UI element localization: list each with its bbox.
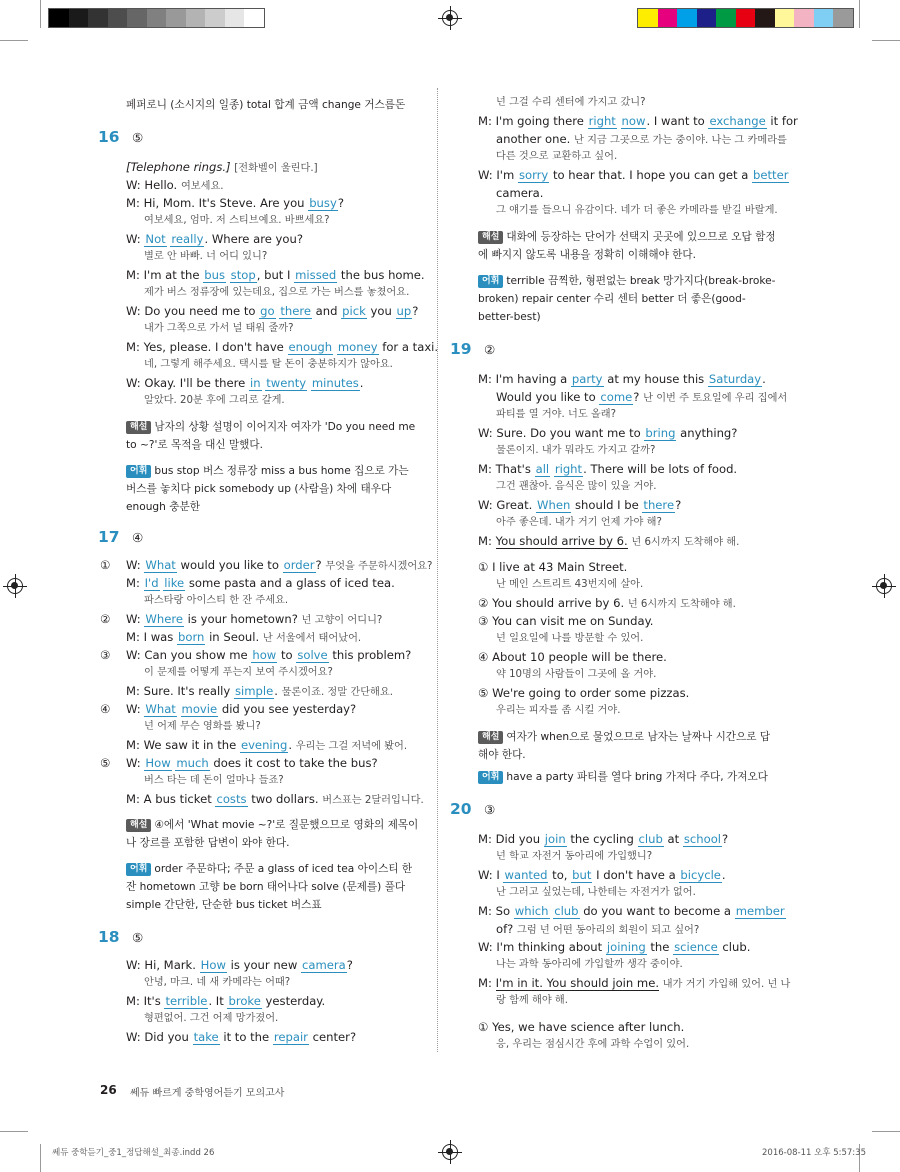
color-swatch [697,9,717,27]
crop-mark [872,1131,900,1132]
script-line: W: Where is your hometown? 넌 고향이 어디니? [126,612,383,626]
script-line: M: I'm going there right now. I want to exchange it for [478,114,798,128]
translation-line: 파티를 열 거야. 너도 올래? [496,409,617,420]
translation-line: 파스타랑 아이스티 한 잔 주세요. [144,595,289,606]
explanation-tag: 해설 [126,421,151,434]
color-swatch [775,9,795,27]
script-line: W: I'm sorry to hear that. I hope you can get a better [478,168,789,182]
registration-mark-top-icon [442,10,458,26]
option-number: ③ [100,648,111,662]
translation-line: 그건 괜찮아. 음식은 많이 있을 거야. [496,481,657,492]
vocabulary-tag: 어휘 [478,275,503,288]
vocabulary-tag: 어휘 [126,465,151,478]
script-line: W: Did you take it to the repair center? [126,1030,357,1044]
color-swatch [205,9,225,27]
translation-line: 넌 학교 자전거 동아리에 가입했니? [496,851,653,862]
color-swatch [833,9,853,27]
crop-mark [872,40,900,41]
question-number: 16 [98,128,120,146]
script-line: camera. [496,186,544,200]
script-line: M: I'm at the bus stop, but I missed the bus home. [126,268,425,282]
color-swatch [638,9,658,27]
q16-tail-vocab: 페퍼로니 (소시지의 일종) total 합계 금액 change 거스름돈 [126,99,406,111]
color-swatch [736,9,756,27]
option-line: ⑤ We're going to order some pizzas. [478,686,690,700]
translation-line: 넌 어제 무슨 영화를 봤니? [144,721,261,732]
question-number: 18 [98,928,120,946]
crop-mark [40,0,41,28]
translation-line: 별로 안 바빠. 너 어디 있니? [144,251,268,262]
script-line: W: Sure. Do you want me to bring anything? [478,426,738,440]
gray-swatch-strip [48,8,265,28]
script-line: W: Do you need me to go there and pick you up? [126,304,419,318]
question-number: 19 [450,340,472,358]
color-swatch [814,9,834,27]
translation-line: 알았다. 20분 후에 그리로 갈게. [144,395,285,406]
explanation-note: 해설 여자가 when으로 물었으므로 남자는 날짜나 시간으로 답해야 한다. [478,731,771,761]
color-swatch [166,9,186,27]
translation-line: 우리는 피자를 좀 시킬 거야. [496,705,621,716]
answer-mark: ② [484,342,496,357]
translation-line: 버스 타는 데 돈이 얼마나 들죠? [144,775,284,786]
translation-line: 여보세요, 엄마. 저 스티브예요. 바쁘세요? [144,215,330,226]
answer-mark: ⑤ [132,130,144,145]
script-line: M: I'm having a party at my house this Saturday. [478,372,766,386]
option-line: ④ About 10 people will be there. [478,650,667,664]
column-divider [437,88,438,1052]
translation-line: 난 그러고 싶었는데, 나한테는 자전거가 없어. [496,887,696,898]
script-line: W: I'm thinking about joining the science club. [478,940,751,954]
question-number: 20 [450,800,472,818]
option-number: ④ [100,702,111,716]
color-swatch [244,9,264,27]
option-number: ⑤ [100,756,111,770]
script-line: M: Did you join the cycling club at school? [478,832,729,846]
crop-mark [859,0,860,28]
translation-line: 아주 좋은데. 내가 거기 언제 가야 해? [496,517,662,528]
translation-line: 넌 일요일에 나를 방문할 수 있어. [496,633,644,644]
translation-line: 나는 과학 동아리에 가입할까 생각 중이야. [496,959,683,970]
vocabulary-note: 어휘 have a party 파티를 열다 bring 가져다 주다, 가져오다 [478,768,778,786]
translation-line: 그 얘기를 들으니 유감이다. 네가 더 좋은 카메라를 받길 바랄게. [496,205,778,216]
script-line: M: Yes, please. I don't have enough money for a taxi. [126,340,439,354]
script-line: M: Sure. It's really simple. 물론이죠. 정말 간단해요. [126,684,393,698]
translation-line: 난 메인 스트리트 43번지에 살아. [496,579,644,590]
explanation-tag: 해설 [126,819,151,832]
script-line: W: How much does it cost to take the bus? [126,756,378,770]
script-line: W: I wanted to, but I don't have a bicycle. [478,868,726,882]
book-title: 쎄듀 빠르게 중학영어듣기 모의고사 [130,1088,285,1099]
script-line: M: I'm in it. You should join me. 내가 거기 가입해 있어. 넌 나 [478,976,791,990]
translation-line: 안녕, 마크. 네 새 카메라는 어때? [144,977,291,988]
translation-line: 이 문제를 어떻게 푸는지 보여 주시겠어요? [144,667,333,678]
option-line: ① Yes, we have science after lunch. [478,1020,685,1034]
script-line: of? 그럼 넌 어떤 동아리의 회원이 되고 싶어? [496,922,700,936]
translation-line: 물론이지. 내가 뭐라도 가지고 갈까? [496,445,656,456]
translation-line: 약 10명의 사람들이 그곳에 올 거야. [496,669,657,680]
crop-mark [0,40,28,41]
color-swatch [88,9,108,27]
script-line: M: We saw it in the evening. 우리는 그걸 저녁에 봤어. [126,738,408,752]
color-swatch [225,9,245,27]
answer-mark: ③ [484,802,496,817]
answer-mark: ⑤ [132,930,144,945]
translation-line: 내가 그쪽으로 가서 널 태워 줄까? [144,323,294,334]
color-swatch [186,9,206,27]
script-line: W: Hi, Mark. How is your new camera? [126,958,353,972]
file-slug: 쎄듀 중학듣기_중1_정답해설_최종.indd 26 [52,1148,215,1158]
color-swatch [716,9,736,27]
script-line: W: What would you like to order? 무엇을 주문하시겠어요? [126,558,433,572]
script-line: M: I'd like some pasta and a glass of iced tea. [126,576,395,590]
crop-mark [40,1144,41,1172]
script-line: M: A bus ticket costs two dollars. 버스표는 2달러입니다. [126,792,424,806]
script-line: another one. 난 지금 그곳으로 가는 중이야. 나는 그 카메라를 [496,132,787,146]
script-line: Would you like to come? 난 이번 주 토요일에 우리 집에서 [496,390,788,404]
explanation-note: 해설 대화에 등장하는 단어가 선택지 곳곳에 있으므로 오답 함정에 빠지지 않도록 내용을 정확히 이해해야 한다. [478,231,776,261]
translation-line: 네, 그렇게 해주세요. 택시를 탈 돈이 충분하지가 않아요. [144,359,393,370]
translation-line: 제가 버스 정류장에 있는데요, 집으로 가는 버스를 놓쳤어요. [144,287,410,298]
print-timestamp: 2016-08-11 오후 5:57:35 [762,1148,866,1158]
answer-mark: ④ [132,530,144,545]
explanation-note: 해설 ④에서 'What movie ~?'로 질문했으므로 영화의 제목이나 장르를 포함한 답변이 와야 한다. [126,819,419,849]
translation-line: 다른 것으로 교환하고 싶어. [496,151,618,162]
script-line: [Telephone rings.] [전화벨이 울린다.] [126,160,318,174]
explanation-tag: 해설 [478,231,503,244]
translation-line: 형편없어. 그건 어제 망가졌어. [144,1013,279,1024]
script-line: W: Great. When should I be there? [478,498,682,512]
option-number: ① [100,558,111,572]
script-line: M: So which club do you want to become a member [478,904,785,918]
color-swatch [677,9,697,27]
option-number: ② [100,612,111,626]
color-swatch-strip [637,8,854,28]
translation-line: 넌 그걸 수리 센터에 가지고 갔니? [496,97,646,108]
registration-mark-bottom-icon [442,1144,458,1160]
registration-mark-right-icon [876,578,892,594]
color-swatch [794,9,814,27]
explanation-tag: 해설 [478,731,503,744]
vocabulary-tag: 어휘 [126,863,151,876]
script-line: M: It's terrible. It broke yesterday. [126,994,326,1008]
option-line: ③ You can visit me on Sunday. [478,614,654,628]
script-line: M: I was born in Seoul. 난 서울에서 태어났어. [126,630,362,644]
option-line: ② You should arrive by 6. 넌 6시까지 도착해야 해. [478,596,736,610]
crop-mark [0,1131,28,1132]
color-swatch [658,9,678,27]
vocabulary-note: 어휘 order 주문하다; 주문 a glass of iced tea 아이스티 한 잔 hometown 고향 be born 태어나다 solve (문제를) 풀다 simple 간단한, 단순한 bus ticket 버스표 [126,863,413,911]
vocabulary-note: 어휘 bus stop 버스 정류장 miss a bus home 집으로 가는 버스를 놓치다 pick somebody up (사람을) 차에 태우다 enough 충분한 [126,465,409,513]
registration-mark-left-icon [7,578,23,594]
color-swatch [108,9,128,27]
script-line: W: What movie did you see yesterday? [126,702,357,716]
color-swatch [69,9,89,27]
translation-line: 랑 함께 해야 해. [496,995,568,1006]
script-line: W: Okay. I'll be there in twenty minutes. [126,376,364,390]
color-swatch [127,9,147,27]
script-line: M: That's all right. There will be lots of food. [478,462,738,476]
question-number: 17 [98,528,120,546]
script-line: W: Not really. Where are you? [126,232,303,246]
vocabulary-note: 어휘 terrible 끔찍한, 형편없는 break 망가지다(break-broke-broken) repair center 수리 센터 better 더 좋은(good-better-best) [478,275,776,323]
script-line: W: Hello. 여보세요. [126,178,224,192]
vocabulary-tag: 어휘 [478,771,503,784]
explanation-note: 해설 남자의 상황 설명이 이어지자 여자가 'Do you need me to ~?'로 목적을 대신 말했다. [126,421,416,451]
color-swatch [147,9,167,27]
color-swatch [49,9,69,27]
script-line: M: You should arrive by 6. 넌 6시까지 도착해야 해. [478,534,740,548]
translation-line: 응, 우리는 점심시간 후에 과학 수업이 있어. [496,1039,690,1050]
option-line: ① I live at 43 Main Street. [478,560,628,574]
script-line: M: Hi, Mom. It's Steve. Are you busy? [126,196,344,210]
color-swatch [755,9,775,27]
page-number: 26 [100,1083,117,1097]
script-line: W: Can you show me how to solve this problem? [126,648,412,662]
